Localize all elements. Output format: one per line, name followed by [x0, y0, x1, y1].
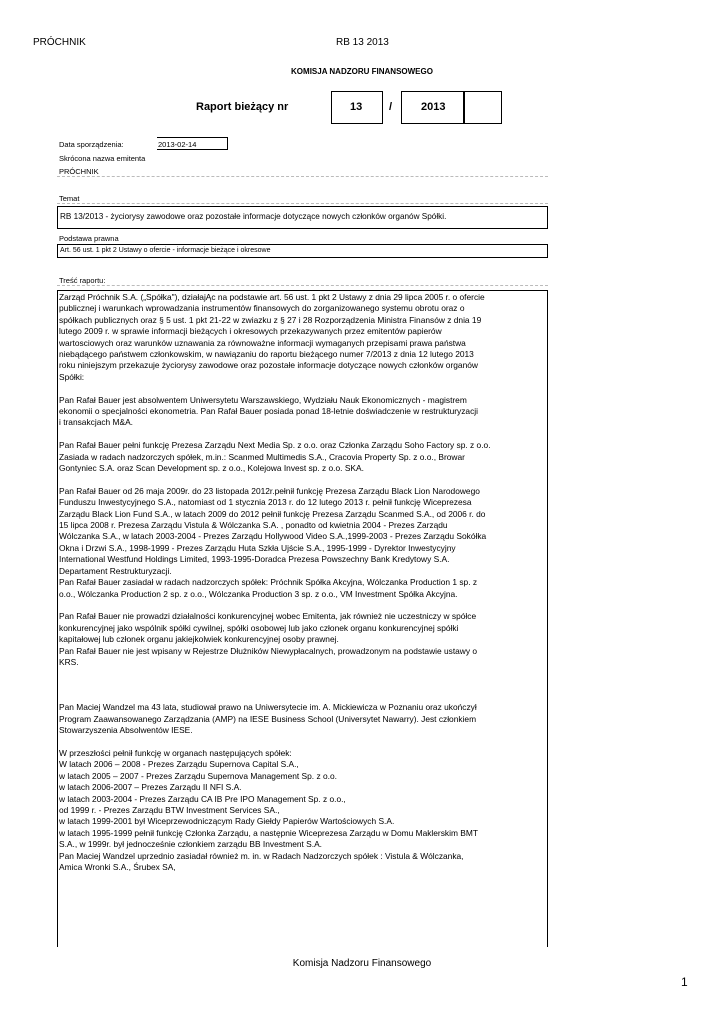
content-paragraph: Pan Rafał Bauer nie prowadzi działalności konkurencyjnej wobec Emitenta, jak również nie uczestniczy w spółce konkurencyjnej jako wspólnik spółki cywilnej, spółki osobowej lub jako członek organu konkurencyjnej spółki kapitałowej lub członek organu jakiejkolwiek konkurencyjnej osoby prawnej. Pan Rafał Bauer nie jest wpisany w Rejestrze Dłużników Niewypłacalnych, prowadzonym na podstawie ustawy o KRS. — [59, 611, 478, 667]
footer-text: Komisja Nadzoru Finansowego — [292, 958, 432, 969]
header-report-ref: RB 13 2013 — [336, 37, 389, 48]
page-number: 1 — [681, 975, 688, 989]
content-paragraph: Pan Rafał Bauer od 26 maja 2009r. do 23 listopada 2012r.pełnił funkcję Prezesa Zarządu Black Lion Narodowego Funduszu Inwestycyjnego S.A., natomiast od 1 stycznia 2013 r. do 12 lutego 2013 r. pełnił funkcję Wiceprezesa Zarządu Black Lion Fund S.A., w latach 2009 do 2012 pełnił funkcję Prezesa Zarządu Scanmed S.A., od 2006 r. do 15 lipca 2008 r. Prezesa Zarządu Vistula & Wólczanka S.A. , ponadto od kwietnia 2004 - Prezes Zarządu Wólczanka S.A., w latach 2003-2004 - Prezes Zarządu Hollywood Video S.A.,1999-2003 - Prezes Zarządu Sokółka Okna i Drzwi S.A., 1998-1999 - Prezes Zarządu Huta Szkła Ujście S.A., 1995-1999 - Dyrektor Inwestycyjny International Westfund Holdings Limited, 1993-1995-Doradca Prezesa Powszechny Bank Kredytowy S.A. Departament Restrukturyzacji. Pan Rafał Bauer zasiadał w radach nadzorczych spółek: Próchnik Spółka Akcyjna, Wólczanka Production 1 sp. z o.o., Wólczanka Production 2 sp. z o.o., Wólczanka Production 3 sp. z o.o., VM Investment Spółka Akcyjna. — [59, 485, 487, 599]
content-label: Treść raportu: — [59, 276, 106, 285]
topic-value: RB 13/2013 - życiorysy zawodowe oraz pozostałe informacje dotyczące nowych członków organów Spółki. — [60, 212, 447, 221]
separator — [57, 203, 548, 204]
report-extra-box — [464, 91, 502, 124]
report-number: 13 — [350, 101, 363, 113]
short-name-label: Skrócona nazwa emitenta — [59, 154, 146, 163]
content-paragraph: Pan Rafał Bauer jest absolwentem Uniwersytetu Warszawskiego, Wydziału Nauk Ekonomicznych - magistrem ekonomii o specjalności ekonometria. Pan Rafał Bauer posiada ponad 18-letnie doświadczenie w restrukturyzacji i transakcjach M&A. — [59, 394, 478, 428]
topic-label: Temat — [59, 194, 80, 203]
content-paragraph: Pan Maciej Wandzel ma 43 lata, studiował prawo na Uniwersytecie im. A. Mickiewicza w Poznaniu oraz ukończył Program Zaawansowanego Zarządzania (AMP) na IESE Business School (Universytet Nawarry). Jest członkiem Stowarzyszenia Absolwentów IESE. — [59, 702, 477, 736]
legal-basis-value: Art. 56 ust. 1 pkt 2 Ustawy o ofercie - informacje bieżące i okresowe — [60, 247, 271, 254]
report-year: 2013 — [421, 101, 446, 113]
short-name-value: PRÓCHNIK — [59, 167, 99, 176]
date-label: Data sporządzenia: — [59, 140, 124, 149]
report-label: Raport bieżący nr — [196, 101, 289, 113]
authority-title: KOMISJA NADZORU FINANSOWEGO — [291, 67, 433, 76]
legal-basis-label: Podstawa prawna — [59, 234, 119, 243]
content-paragraph: Zarząd Próchnik S.A. („Spółka"), działajĄc na podstawie art. 56 ust. 1 pkt 2 Ustawy z dnia 29 lipca 2005 r. o ofercie publicznej i warunkach wprowadzania instrumentów finansowych do zorganizowanego systemu obrotu oraz o spółkach publicznych oraz § 5 ust. 1 pkt 21-22 w zwiazku z § 27 i 28 Rozporządzenia Ministra Finansów z dnia 19 lutego 2009 r. w sprawie informacji bieżących i okresowych przekazywanych przez emitentów papierów wartosciowych oraz warunków uznawania za równoważne informacji wymaganych przepisami prawa państwa niebądącego państwem członkowskim, w nawiązaniu do raportu bieżącego numer 7/2013 z dnia 12 lutego 2013 roku niniejszym przekazuje życiorysy zawodowe oraz pozostałe informacje dotyczące nowych członków organów Spółki: — [59, 292, 485, 382]
report-content — [59, 292, 551, 873]
content-paragraph: Pan Rafał Bauer pełni funkcję Prezesa Zarządu Next Media Sp. z o.o. oraz Członka Zarządu Soho Factory sp. z o.o. Zasiada w radach nadzorczych spółek, m.in.: Scanmed Multimedis S.A., Cracovia Property Sp. z o.o., Browar Gontyniec S.A. oraz Scan Development sp. z o.o., Kolejowa Invest sp. z o.o. SKA. — [59, 440, 491, 474]
report-slash: / — [389, 101, 393, 113]
date-value: 2013-02-14 — [158, 140, 197, 149]
separator — [57, 285, 548, 286]
separator — [57, 176, 548, 177]
header-company: PRÓCHNIK — [33, 37, 86, 48]
content-paragraph: W przeszłości pełnił funkcję w organach następujących spółek: W latach 2006 – 2008 - Prezes Zarządu Supernova Capital S.A., w latach 2005 – 2007 - Prezes Zarządu Supernova Management Sp. z o.o. w latach 2006-2007 – Prezes Zarządu II NFI S.A. w latach 2003-2004 - Prezes Zarządu CA IB Pre IPO Management Sp. z o.o., od 1999 r. - Prezes Zarządu BTW Investment Services SA., w latach 1999-2001 był Wiceprzewodniczącym Rady Giełdy Papierów Wartościowych S.A. w latach 1995-1999 pełnił funkcję Członka Zarządu, a następnie Wiceprezesa Zarządu w Domu Maklerskim BMT S.A., w 1999r. był jednocześnie członkiem zarządu BB Investment S.A. Pan Maciej Wandzel uprzednio zasiadał również m. in. w Radach Nadzorczych spółek : Vistula & Wólczanka, Amica Wronki S.A., Śrubex SA, — [59, 747, 478, 873]
